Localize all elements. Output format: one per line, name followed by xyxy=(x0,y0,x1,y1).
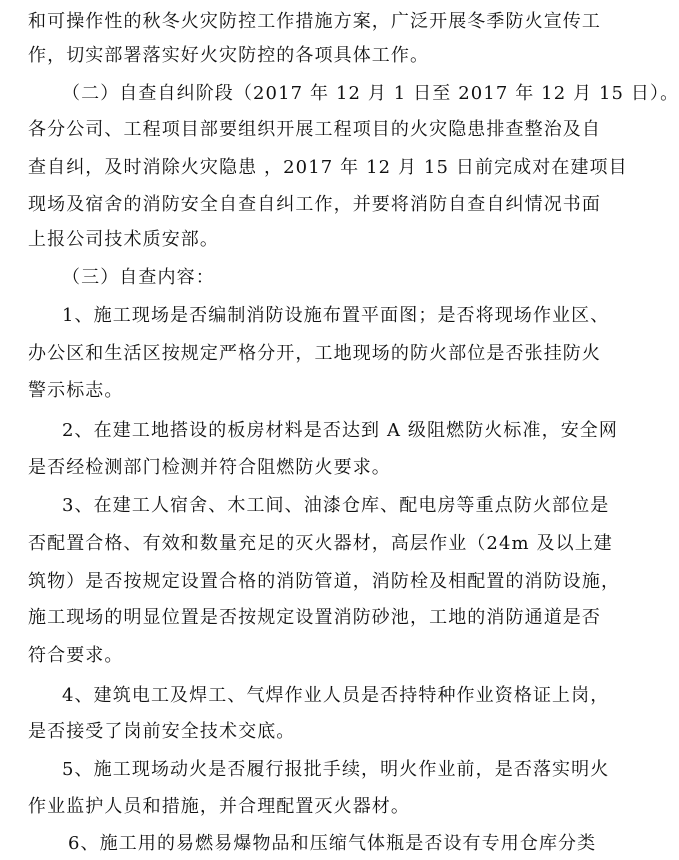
text-line: 施工现场的明显位置是否按规定设置消防砂池，工地的消防通道是否 xyxy=(28,607,601,628)
list-item: 1、施工现场是否编制消防设施布置平面图；是否将现场作业区、 xyxy=(62,305,610,326)
text-line: 办公区和生活区按规定严格分开，工地现场的防火部位是否张挂防火 xyxy=(28,343,601,364)
text-line: 现场及宿舍的消防安全自查自纠工作，并要将消防自查自纠情况书面 xyxy=(28,194,601,215)
text-line: 上报公司技术质安部。 xyxy=(28,229,219,250)
list-item: 6、施工用的易燃易爆物品和压缩气体瓶是否设有专用仓库分类 xyxy=(68,833,597,854)
text-line: 符合要求。 xyxy=(28,645,124,666)
text-line: 查自纠，及时消除火灾隐患 ，2017 年 12 月 15 日前完成对在建项目 xyxy=(28,157,628,178)
text-line: 和可操作性的秋冬火灾防控工作措施方案，广泛开展冬季防火宣传工 xyxy=(28,11,601,32)
list-item: 5、施工现场动火是否履行报批手续，明火作业前，是否落实明火 xyxy=(62,759,610,780)
text-line: 作，切实部署落实好火灾防控的各项具体工作。 xyxy=(28,45,430,66)
list-item: 3、在建工人宿舍、木工间、油漆仓库、配电房等重点防火部位是 xyxy=(62,495,610,516)
section-heading: （二）自查自纠阶段（2017 年 12 月 1 日至 2017 年 12 月 15 日）。 xyxy=(62,83,679,104)
list-item: 2、在建工地搭设的板房材料是否达到 A 级阻燃防火标准，安全网 xyxy=(62,420,618,441)
section-heading: （三）自查内容： xyxy=(62,267,215,288)
text-line: 否配置合格、有效和数量充足的灭火器材，高层作业（24m 及以上建 xyxy=(28,533,613,554)
text-line: 各分公司、工程项目部要组织开展工程项目的火灾隐患排查整治及自 xyxy=(28,119,601,140)
text-line: 是否经检测部门检测并符合阻燃防火要求。 xyxy=(28,457,391,478)
text-line: 筑物）是否按规定设置合格的消防管道，消防栓及相配置的消防设施， xyxy=(28,571,621,592)
text-line: 作业监护人员和措施，并合理配置灭火器材。 xyxy=(28,796,410,817)
text-line: 警示标志。 xyxy=(28,380,124,401)
list-item: 4、建筑电工及焊工、气焊作业人员是否持特种作业资格证上岗， xyxy=(62,685,610,706)
text-line: 是否接受了岗前安全技术交底。 xyxy=(28,721,296,742)
